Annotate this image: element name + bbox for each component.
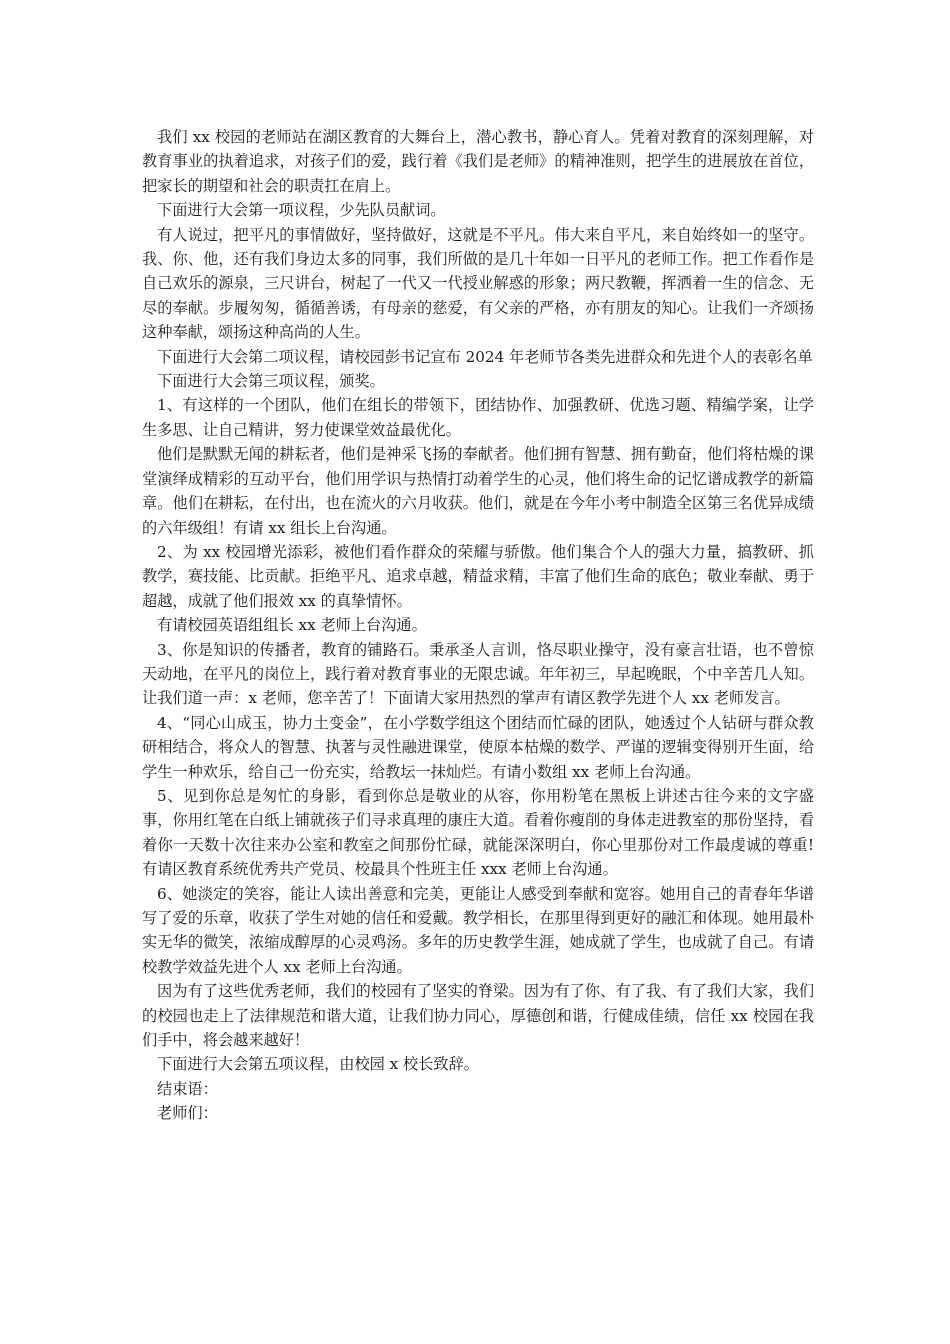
paragraph-award-2-invite: 有请校园英语组组长 xx 老师上台沟通。 <box>157 616 427 635</box>
paragraph-agenda-5: 下面进行大会第五项议程，由校园 x 校长致辞。 <box>157 1055 479 1074</box>
paragraph-award-4: 4、“同心山成玉，协力土变金”，在小学数学组这个团结而忙碌的团队，她透过个人钻研与群众教研相结合，将众人的智慧、执著与灵性融进课堂，使原本枯燥的数学、严谨的逻辑变得别开生面，给学生一种欢乐，给自己一份充实，给教坛一抹灿烂。有请小数组 xx 老师上台沟通。 <box>142 713 814 781</box>
paragraph-award-1: 1、有这样的一个团队，他们在组长的带领下，团结协作、加强教研、优选习题、精编学案，让学生多思、让自己精讲，努力使课堂效益最优化。 <box>142 396 814 439</box>
paragraph-intro: 我们 xx 校园的老师站在湖区教育的大舞台上，潜心教书，静心育人。凭着对教育的深刻理解，对教育事业的执着追求，对孩子们的爱，践行着《我们是老师》的精神准则，把学生的进展放在首位，把家长的期望和社会的职责扛在肩上。 <box>142 128 814 195</box>
paragraph-award-6: 6、她淡定的笑容，能让人读出善意和完美，更能让人感受到奉献和宽容。她用自己的青春年华谱写了爱的乐章，收获了学生对她的信任和爱戴。教学相长，在那里得到更好的融汇和体现。她用最朴实无华的微笑，浓缩成醇厚的心灵鸡汤。多年的历史教学生涯，她成就了学生，也成就了自己。有请校教学效益先进个人 xx 老师上台沟通。 <box>142 884 814 976</box>
paragraph-agenda-2: 下面进行大会第二项议程，请校园彭书记宣布 2024 年老师节各类先进群众和先进个人的表彰名单 <box>157 347 813 366</box>
paragraph-award-5: 5、见到你总是匆忙的身影，看到你总是敬业的从容，你用粉笔在黑板上讲述古往今来的文字盛事，你用红笔在白纸上铺就孩子们寻求真理的康庄大道。看着你瘦削的身体走进教室的那份坚持，看着你一天数十次往来办公室和教室之间那份忙碌，就能深深明白，你心里那份对工作最虔诚的尊重!有请区教育系统优秀共产党员、校最具个性班主任 xxx 老师上台沟通。 <box>142 786 814 879</box>
paragraph-award-3: 3、你是知识的传播者，教育的铺路石。秉承圣人言训，恪尽职业操守，没有豪言壮语，也不曾惊天动地，在平凡的岗位上，践行着对教育事业的无限忠诚。年年初三，早起晚眠，个中辛苦几人知。让我们道一声：x 老师，您辛苦了！下面请大家用热烈的掌声有请区教学先进个人 xx 老师发言。 <box>142 640 814 708</box>
paragraph-agenda-3: 下面进行大会第三项议程，颁奖。 <box>157 372 385 391</box>
paragraph-salutation: 老师们： <box>157 1104 218 1123</box>
paragraph-award-2: 2、为 xx 校园增光添彩，被他们看作群众的荣耀与骄傲。他们集合个人的强大力量，搞教研、抓教学，赛技能、比贡献。拒绝平凡、追求卓越，精益求精，丰富了他们生命的底色；敬业奉献、勇于超越，成就了他们报效 xx 的真挚情怀。 <box>142 542 814 610</box>
document-body <box>142 125 814 1126</box>
paragraph-award-1-detail: 他们是默默无闻的耕耘者，他们是神采飞扬的奉献者。他们拥有智慧、拥有勤奋，他们将枯燥的课堂演绎成精彩的互动平台，他们用学识与热情打动着学生的心灵，他们将生命的记忆谱成教学的新篇章。他们在耕耘，在付出，也在流火的六月收获。他们，就是在今年小考中制造全区第三名优异成绩的六年级组！有请 xx 组长上台沟通。 <box>142 445 814 537</box>
paragraph-summary: 因为有了这些优秀老师，我们的校园有了坚实的脊梁。因为有了你、有了我、有了我们大家，我们的校园也走上了法律规范和谐大道，让我们协力同心，厚德创和谐，行健成佳绩，信任 xx 校园在我们手中，将会越来越好！ <box>142 982 814 1050</box>
paragraph-closing-heading: 结束语： <box>157 1079 218 1098</box>
paragraph-ordinary-work: 有人说过，把平凡的事情做好，坚持做好，这就是不平凡。伟大来自平凡，来自始终如一的坚守。我、你、他，还有我们身边太多的同事，我们所做的是几十年如一日平凡的老师工作。把工作看作是自己欢乐的源泉，三尺讲台，树起了一代又一代授业解惑的形象；两尺教鞭，挥洒着一生的信念、无尽的奉献。步履匆匆，循循善诱，有母亲的慈爱，有父亲的严格，亦有朋友的知心。让我们一齐颂扬这种奉献，颂扬这种高尚的人生。 <box>142 225 814 342</box>
paragraph-agenda-1: 下面进行大会第一项议程，少先队员献词。 <box>157 201 446 220</box>
